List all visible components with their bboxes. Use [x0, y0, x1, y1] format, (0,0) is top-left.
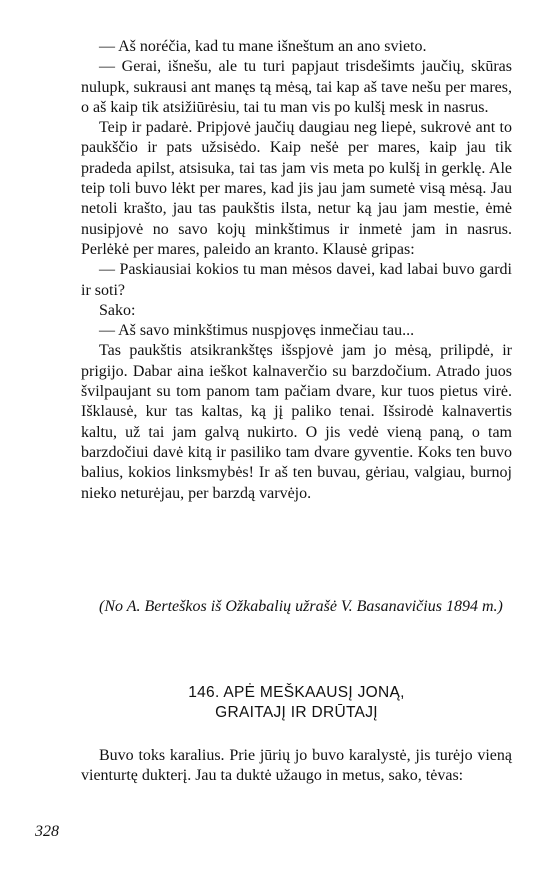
dialogue-paragraph: — Aš savo minkštimus nuspjovęs inmečiau tau... [99, 322, 415, 340]
dialogue-paragraph: — Aš noréčia, kad tu mane išneštum an ano svieto. [99, 38, 427, 55]
story-heading-line-2: GRAITAJĮ IR DRŪTAJĮ [215, 704, 378, 721]
previous-story-text [81, 37, 512, 504]
dialogue-paragraph: — Gerai, išnešu, ale tu turi papjaut trisdešimts jaučių, skūras nulupk, sukrausi ant manęs tą mėsą, tai kap aš tave nešu per mares, o aš kaip tik atsižiūrėsiu, tai tu man vis po kulšį mesk in nasrus. [81, 58, 512, 116]
narrative-paragraph: Tas paukštis atsikrankštęs išspjovė jam jo mėsą, prilipdė, ir prigijo. Dabar aina ieškot kalnaverčio su barzdočium. Atrado juos švilpaujant su tom panom tam pačiam dvare, kur tuos pietus virė. Išklausė, kur tas kaltas, ką jį paliko tenai. Išsirodė kalnavertis kaltu, už tai jam galvą nukirto. O jis vedė vieną paną, o tam barzdočiui davė kitą ir pasiliko tam dvare gyventie. Koks ten buvo balius, kokios linksmybės! Ir aš ten buvau, gėriau, valgiau, burnoj nieko neturėjau, per barzdą varvėjo. [81, 342, 512, 502]
dialogue-paragraph: — Paskiausiai kokios tu man mėsos davei, kad labai buvo gardi ir soti? [81, 261, 512, 299]
story-heading-line-1: 146. APĖ MEŠKAAUSĮ JONĄ, [188, 684, 405, 701]
story-heading [81, 683, 512, 723]
narrative-paragraph: Teip ir padarė. Pripjovė jaučių daugiau neg liepė, sukrovė ant to paukščio ir pats užsisėdo. Kaip nešė per mares, kaip jau tik pradeda apilst, atsisuka, tai tas jam vis meta po kulšį in gerklę. Ale teip toli buvo lėkt per mares, kad jis jau jam sumetė visą mėsą. Jau netoli krašto, jau tas paukštis ilsta, netur ką jau jam mestie, ėmė nusipjovė no savo kojų minkštimus ir inmetė jam in nasrus. Perlėkė per mares, paleido an kranto. Klausė gripas: [81, 119, 512, 258]
story-opening-paragraph: Buvo toks karalius. Prie jūrių jo buvo karalystė, jis turėjo vieną vienturtę dukterį. Jau ta duktė užaugo in metus, sako, tėvas: [81, 747, 512, 785]
source-note: (No A. Berteškos iš Ožkabalių užrašė V. Basanavičius 1894 m.) [99, 598, 503, 615]
page-number: 328 [35, 823, 59, 840]
narrative-paragraph: Sako: [99, 301, 136, 319]
